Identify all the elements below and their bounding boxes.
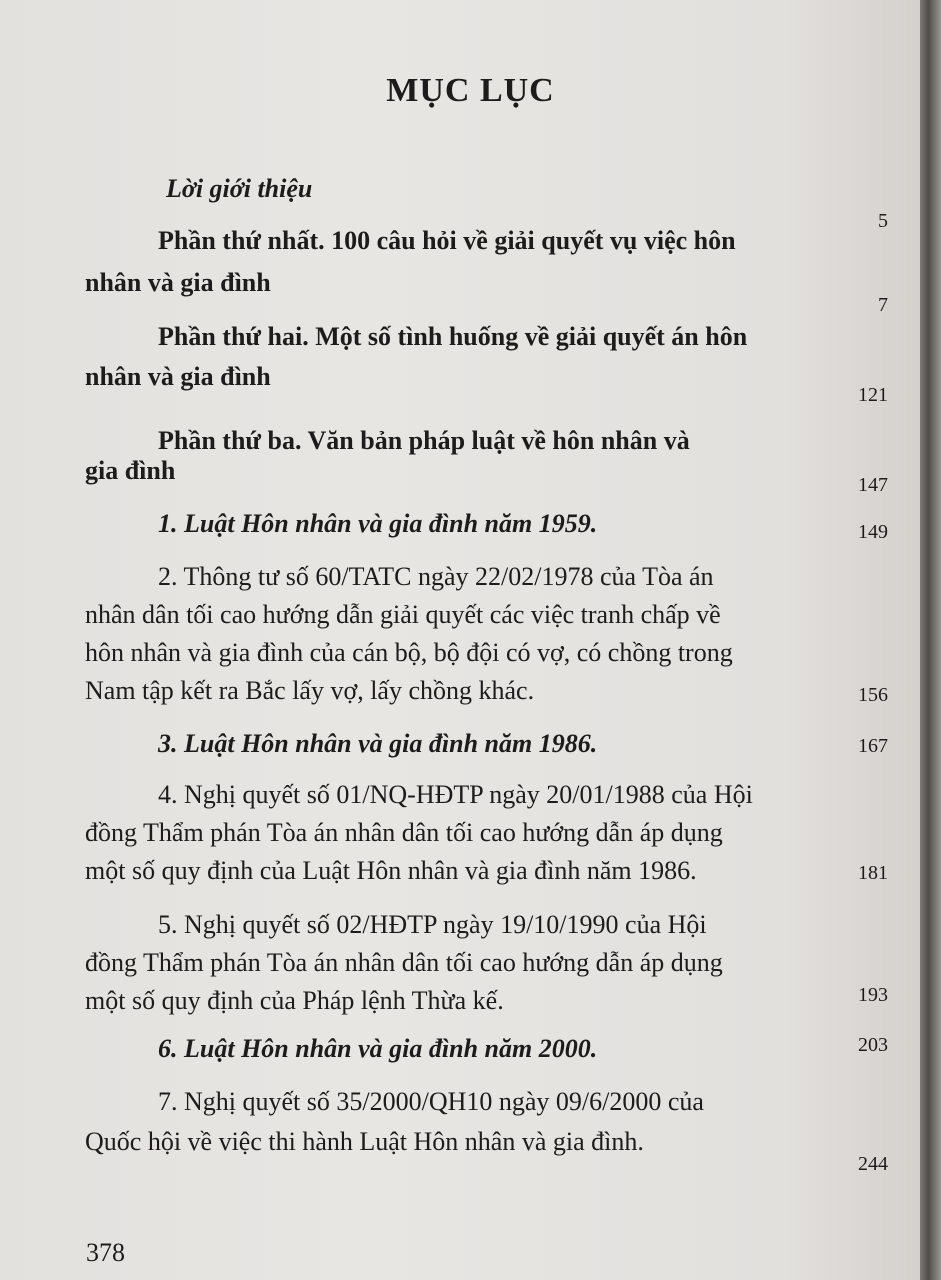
toc-entry-text: 7. Nghị quyết số 35/2000/QH10 ngày 09/6/2000 của [158,1087,704,1116]
toc-entry-text: hôn nhân và gia đình của cán bộ, bộ đội có vợ, có chồng trong [85,638,733,667]
footer-page-number: 378 [86,1238,125,1267]
toc-page-number: 121 [858,384,888,406]
toc-entry-text: Phần thứ nhất. 100 câu hỏi về giải quyết vụ việc hôn [158,226,736,255]
toc-entry-text: nhân dân tối cao hướng dẫn giải quyết các việc tranh chấp về [85,600,721,629]
toc-page-number: 7 [878,294,888,316]
toc-entry-text: đồng Thẩm phán Tòa án nhân dân tối cao hướng dẫn áp dụng [85,948,723,977]
toc-entry-text: 3. Luật Hôn nhân và gia đình năm 1986. [158,729,598,758]
toc-page-number: 193 [858,984,888,1006]
toc-entry-text: Lời giới thiệu [166,174,313,203]
toc-page-number: 147 [858,474,888,496]
toc-entry-text: gia đình [85,456,176,485]
toc-page-number: 244 [858,1153,888,1175]
toc-entry-text: nhân và gia đình [85,362,271,391]
toc-page-number: 181 [858,862,888,884]
toc-entry-text: 1. Luật Hôn nhân và gia đình năm 1959. [158,509,598,538]
toc-entry-text: Quốc hội về việc thi hành Luật Hôn nhân và gia đình. [85,1127,644,1156]
toc-page-number: 5 [878,210,888,232]
toc-entry-text: nhân và gia đình [85,268,271,297]
page-edge [920,0,941,1280]
toc-entry-text: Phần thứ hai. Một số tình huống về giải quyết án hôn [158,322,748,351]
toc-entry-text: 6. Luật Hôn nhân và gia đình năm 2000. [158,1034,598,1063]
toc-entry-text: đồng Thẩm phán Tòa án nhân dân tối cao hướng dẫn áp dụng [85,818,723,847]
toc-entry-text: 4. Nghị quyết số 01/NQ-HĐTP ngày 20/01/1988 của Hội [158,780,753,809]
toc-entry-text: 2. Thông tư số 60/TATC ngày 22/02/1978 của Tòa án [158,562,714,591]
page-title: MỤC LỤC [386,72,555,109]
toc-page-number: 167 [858,735,888,757]
toc-entry-text: một số quy định của Pháp lệnh Thừa kế. [85,986,504,1015]
toc-page-number: 156 [858,684,888,706]
toc-entry-text: một số quy định của Luật Hôn nhân và gia đình năm 1986. [85,856,697,885]
toc-page-number: 149 [858,521,888,543]
toc-entry-text: 5. Nghị quyết số 02/HĐTP ngày 19/10/1990 của Hội [158,910,707,939]
toc-entry-text: Phần thứ ba. Văn bản pháp luật về hôn nhân và [158,426,690,455]
toc-page-number: 203 [858,1034,888,1056]
toc-entry-text: Nam tập kết ra Bắc lấy vợ, lấy chồng khác. [85,676,535,705]
